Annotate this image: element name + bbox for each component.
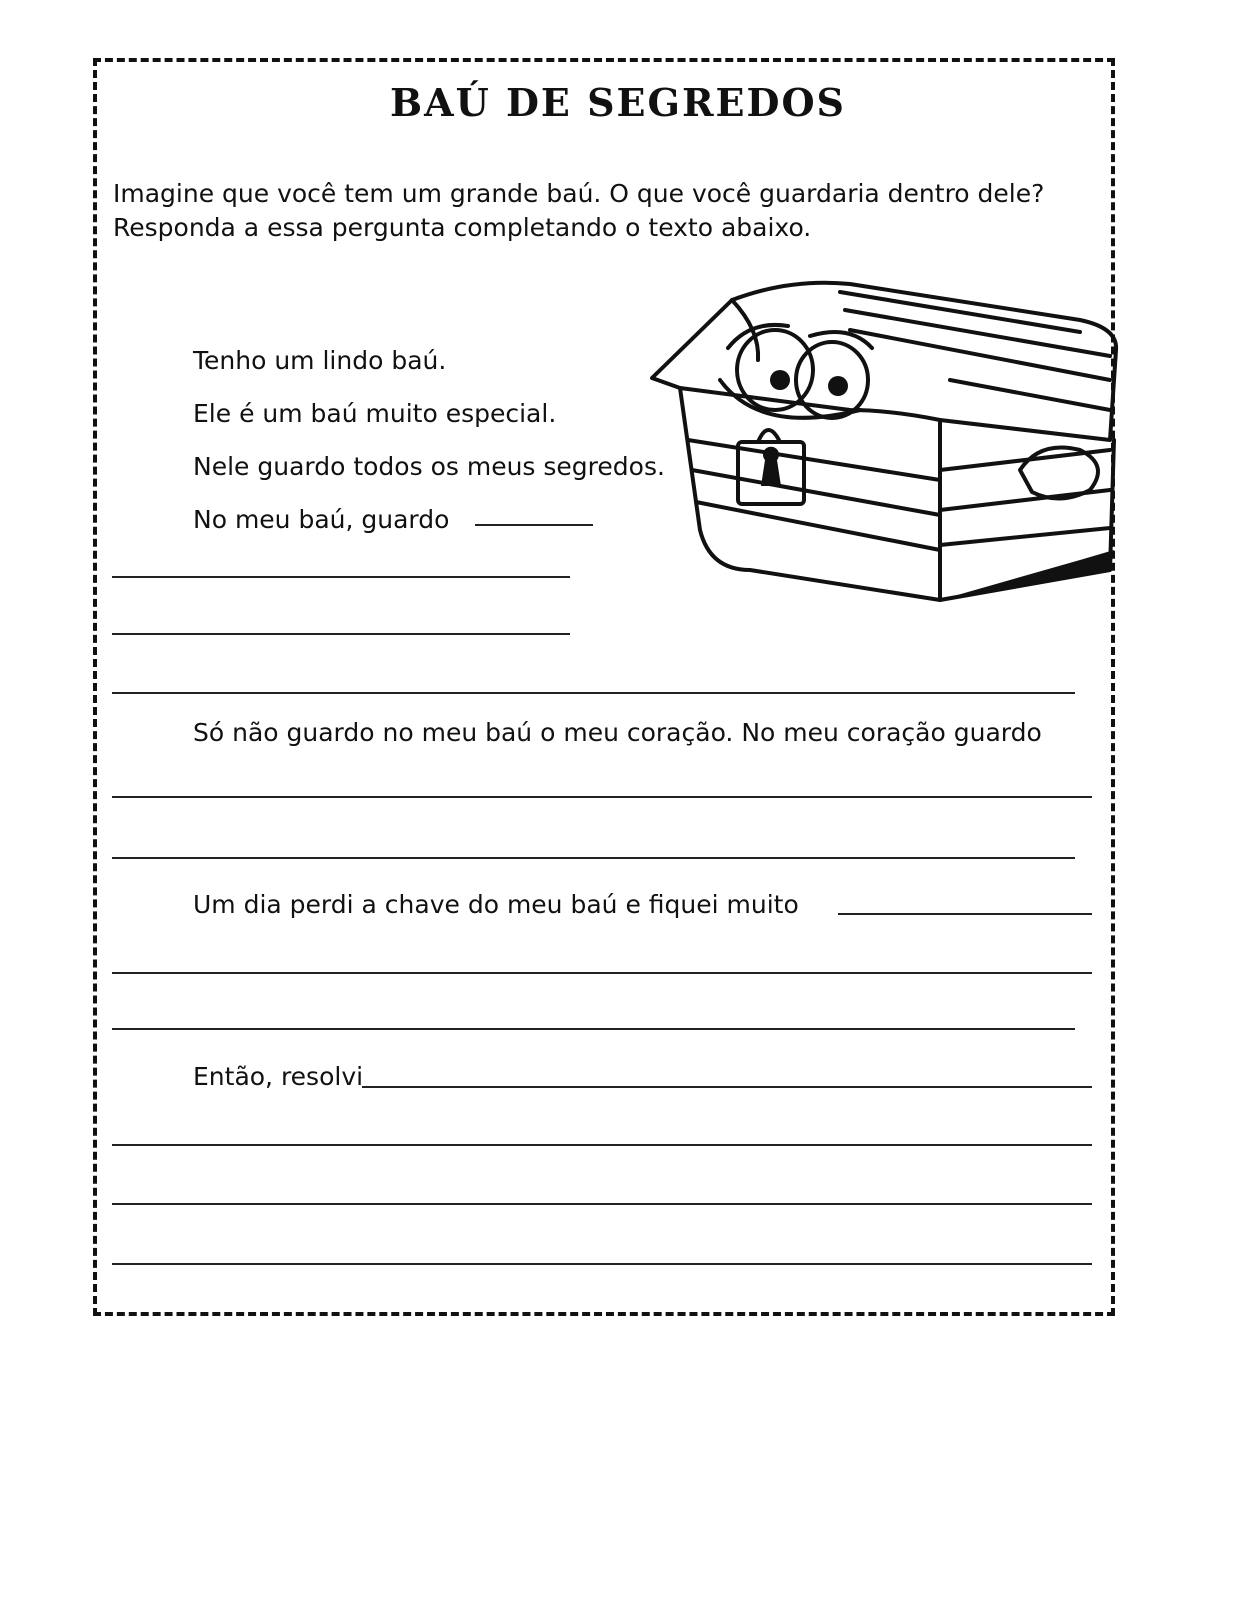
- worksheet-border: [93, 58, 1115, 1316]
- sentence-5: Só não guardo no meu baú o meu coração. No meu coração guardo: [193, 718, 1042, 747]
- sentence-6: Um dia perdi a chave do meu baú e fiquei muito: [193, 890, 799, 919]
- answer-line[interactable]: [112, 972, 1092, 974]
- answer-line[interactable]: [112, 633, 570, 635]
- answer-blank[interactable]: [838, 913, 1092, 915]
- sentence-2: Ele é um baú muito especial.: [193, 399, 557, 428]
- answer-line[interactable]: [112, 1203, 1092, 1205]
- sentence-4: No meu baú, guardo: [193, 505, 450, 534]
- instructions: [113, 177, 1044, 245]
- answer-line[interactable]: [112, 796, 1092, 798]
- answer-blank[interactable]: [362, 1086, 1092, 1088]
- worksheet-title: BAÚ DE SEGREDOS: [389, 80, 846, 125]
- instructions-line-2: Responda a essa pergunta completando o texto abaixo.: [113, 213, 812, 242]
- answer-line[interactable]: [112, 1144, 1092, 1146]
- answer-line[interactable]: [112, 692, 1075, 694]
- instructions-line-1: Imagine que você tem um grande baú. O que você guardaria dentro dele?: [113, 179, 1045, 208]
- answer-line[interactable]: [112, 576, 570, 578]
- sentence-7: Então, resolvi: [193, 1062, 364, 1091]
- treasure-chest-icon: [640, 270, 1120, 610]
- answer-line[interactable]: [112, 857, 1075, 859]
- answer-line[interactable]: [112, 1028, 1075, 1030]
- sentence-3: Nele guardo todos os meus segredos.: [193, 452, 665, 481]
- answer-line[interactable]: [112, 1263, 1092, 1265]
- sentence-1: Tenho um lindo baú.: [193, 346, 447, 375]
- answer-blank[interactable]: [475, 524, 593, 526]
